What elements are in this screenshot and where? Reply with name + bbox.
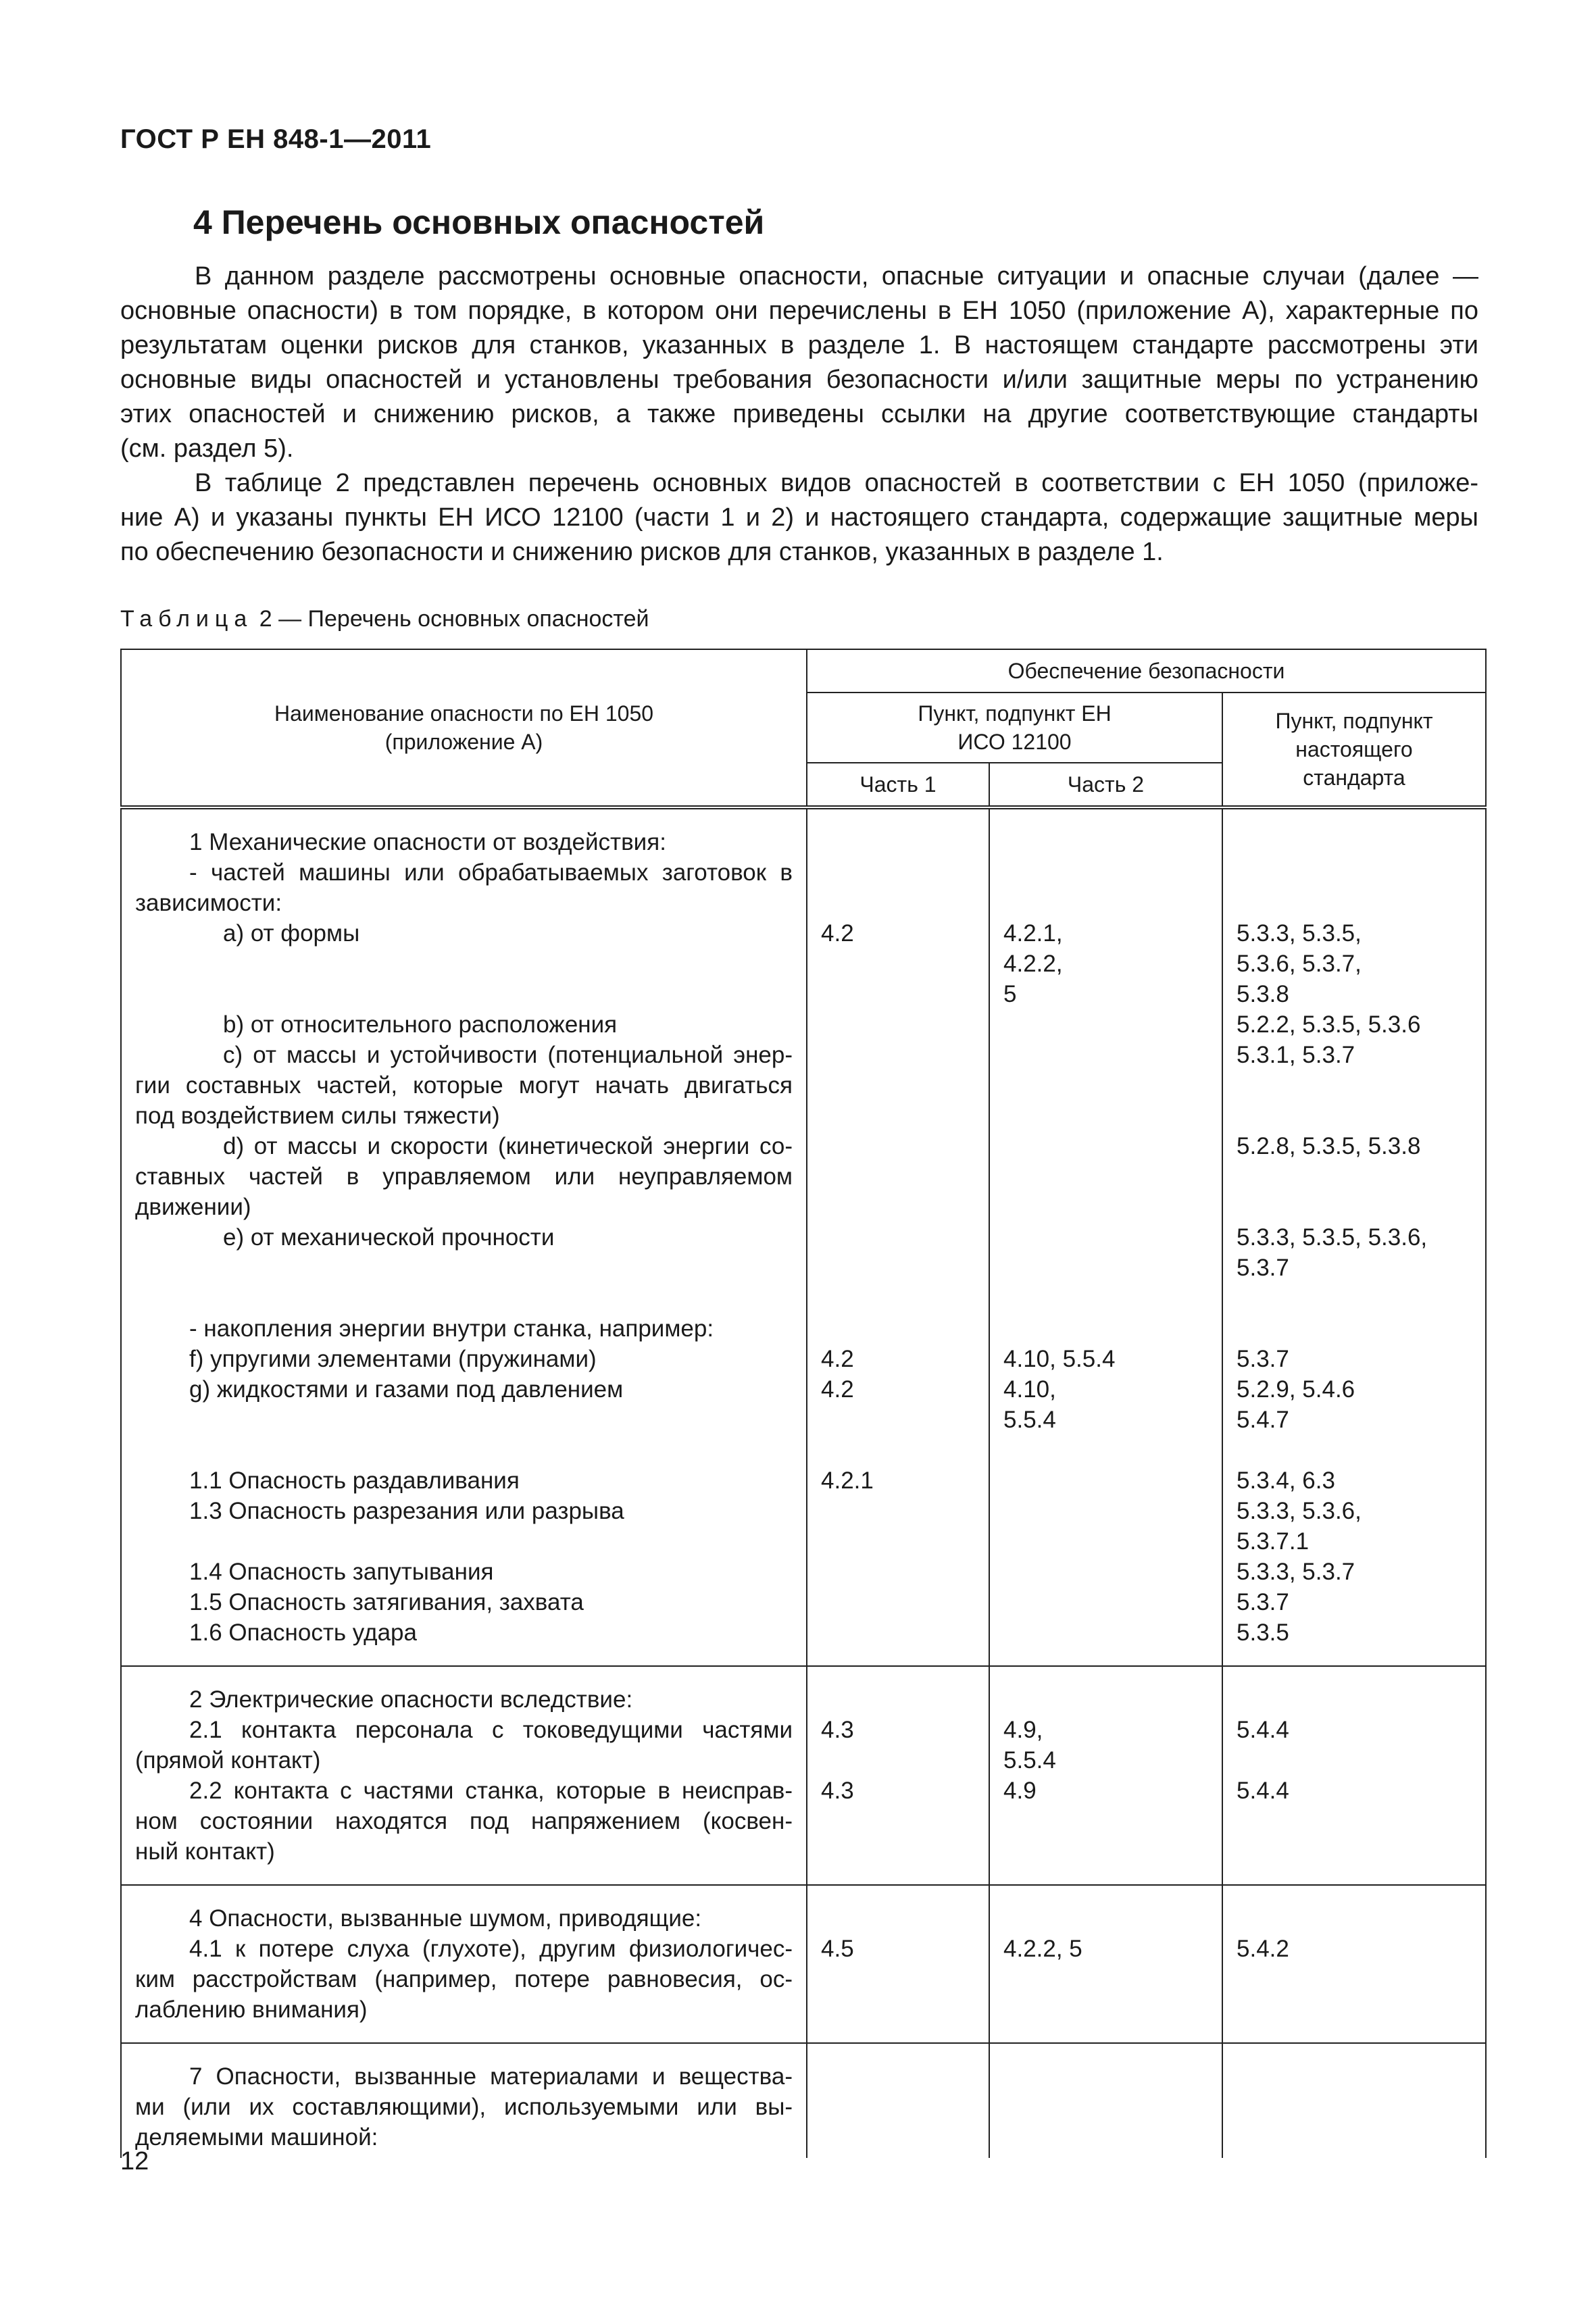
hazard-text: ми (или их составляющими), используемыми или вы-	[135, 2094, 793, 2120]
clause-ref: 5.2.2, 5.3.5, 5.3.6	[1237, 1011, 1421, 1038]
clause-ref: 5.3.1, 5.3.7	[1237, 1042, 1355, 1068]
hazard-text: 4.1 к потере слуха (глухоте), другим физиологичес-	[189, 1936, 793, 1962]
hazard-text: b) от относительного расположения	[223, 1011, 618, 1038]
table-caption	[120, 606, 649, 632]
hazard-text: 7 Опасности, вызванные материалами и вещества-	[189, 2063, 793, 2090]
header-part-2: Часть 2	[989, 763, 1222, 807]
clause-ref: 5.4.7	[1237, 1407, 1289, 1433]
hazard-text: ный контакт)	[135, 1838, 275, 1865]
hazard-text: под воздействием силы тяжести)	[135, 1103, 500, 1129]
clause-ref: 5	[1003, 981, 1017, 1007]
clause-ref: 5.2.9, 5.4.6	[1237, 1376, 1355, 1403]
table-caption-text: 2 — Перечень основных опасностей	[253, 606, 649, 632]
clause-ref: 5.3.7	[1237, 1589, 1289, 1615]
hazard-text: 1.4 Опасность запутывания	[189, 1559, 494, 1585]
clause-ref: 4.2.2,	[1003, 951, 1063, 977]
hazard-text: движении)	[135, 1194, 251, 1220]
paragraph-line: В таблице 2 представлен перечень основных видов опасностей в соответствии с ЕН 1050 (приложе-	[195, 469, 1478, 497]
paragraph-line: этих опасностей и снижению рисков, а также приведены ссылки на другие соответствующие стандарты	[120, 400, 1478, 428]
clause-ref: 4.5	[821, 1936, 854, 1962]
iso-part1-cell	[807, 2043, 989, 2158]
hazard-text: гии составных частей, которые могут начать двигаться	[135, 1072, 793, 1099]
page-number: 12	[120, 2147, 149, 2175]
clause-ref: 4.9,	[1003, 1717, 1043, 1743]
hazard-text: e) от механической прочности	[223, 1224, 555, 1251]
clause-ref: 5.4.4	[1237, 1778, 1289, 1804]
hazard-text: 1 Механические опасности от воздействия:	[189, 829, 666, 855]
table-caption-label: Таблица	[120, 606, 253, 632]
document-id: ГОСТ Р ЕН 848-1—2011	[120, 124, 432, 154]
clause-ref: 4.2	[821, 920, 854, 947]
header-part-1: Часть 1	[807, 763, 989, 807]
paragraph-line: по обеспечению безопасности и снижению рисков для станков, указанных в разделе 1.	[120, 538, 1164, 566]
clause-ref: 5.3.7.1	[1237, 1528, 1310, 1555]
hazards-table	[120, 649, 1487, 2158]
intro-paragraph-2	[120, 466, 1478, 570]
paragraph-line: (см. раздел 5).	[120, 434, 294, 463]
hazard-group-row	[121, 807, 1486, 1666]
hazard-group-row	[121, 2043, 1486, 2158]
iso-part2-cell	[989, 1666, 1222, 1885]
hazard-text: 1.3 Опасность разрезания или разрыва	[189, 1498, 624, 1524]
paragraph-line: основные виды опасностей и установлены требования безопасности и/или защитные меры по устранению	[120, 366, 1478, 394]
section-title: 4 Перечень основных опасностей	[193, 203, 765, 241]
hazard-text: 1.1 Опасность раздавливания	[189, 1467, 520, 1494]
header-safety: Обеспечение безопасности	[807, 649, 1486, 693]
hazard-text: 1.5 Опасность затягивания, захвата	[189, 1589, 584, 1615]
hazard-text: (прямой контакт)	[135, 1747, 321, 1774]
hazard-cell	[121, 2043, 807, 2158]
clause-ref: 5.3.6, 5.3.7,	[1237, 951, 1362, 977]
paragraph-line: ние А) и указаны пункты ЕН ИСО 12100 (части 1 и 2) и настоящего стандарта, содержащие защитные меры	[120, 503, 1478, 532]
hazard-text: 2.1 контакта персонала с токоведущими частями	[189, 1717, 793, 1743]
clause-ref: 4.3	[821, 1717, 854, 1743]
clause-ref: 5.4.2	[1237, 1936, 1289, 1962]
paragraph-line: основные опасности) в том порядке, в котором они перечислены в ЕН 1050 (приложение А), характерные по	[120, 297, 1478, 325]
clause-ref: 4.2.1,	[1003, 920, 1063, 947]
paragraph-line: результатам оценки рисков для станков, указанных в разделе 1. В настоящем стандарте рассмотрены эти	[120, 331, 1478, 359]
clause-ref: 4.2	[821, 1346, 854, 1372]
intro-paragraph-1	[120, 259, 1478, 466]
hazard-text: деляемыми машиной:	[135, 2124, 378, 2150]
clause-ref: 4.10,	[1003, 1376, 1056, 1403]
header-hazard-name: Наименование опасности по ЕН 1050 (приложение А)	[121, 649, 807, 807]
clause-ref: 5.3.3, 5.3.5, 5.3.6,	[1237, 1224, 1428, 1251]
clause-ref: 5.3.7	[1237, 1255, 1289, 1281]
clause-ref: 5.5.4	[1003, 1407, 1056, 1433]
clause-ref: 5.3.8	[1237, 981, 1289, 1007]
iso-part2-cell	[989, 1885, 1222, 2043]
hazard-text: ким расстройствам (например, потере равновесия, ос-	[135, 1966, 793, 1992]
std-clause-cell	[1222, 1666, 1486, 1885]
iso-part1-cell	[807, 1885, 989, 2043]
clause-ref: 4.9	[1003, 1778, 1037, 1804]
header-iso-clause: Пункт, подпункт ЕН ИСО 12100	[807, 693, 1222, 763]
hazard-text: зависимости:	[135, 890, 282, 916]
clause-ref: 5.3.3, 5.3.5,	[1237, 920, 1362, 947]
hazard-text: лаблению внимания)	[135, 1996, 368, 2023]
hazard-text: 2 Электрические опасности вследствие:	[189, 1686, 633, 1713]
hazard-text: c) от массы и устойчивости (потенциальной энер-	[223, 1042, 793, 1068]
std-clause-cell	[1222, 807, 1486, 1666]
clause-ref: 4.10, 5.5.4	[1003, 1346, 1116, 1372]
clause-ref: 5.4.4	[1237, 1717, 1289, 1743]
hazard-text: g) жидкостями и газами под давлением	[189, 1376, 624, 1403]
hazard-text: 1.6 Опасность удара	[189, 1619, 417, 1646]
header-std-clause: Пункт, подпункт настоящего стандарта	[1222, 693, 1486, 807]
clause-ref: 4.2	[821, 1376, 854, 1403]
hazard-cell	[121, 1666, 807, 1885]
paragraph-line: В данном разделе рассмотрены основные опасности, опасные ситуации и опасные случаи (далее —	[195, 262, 1478, 291]
hazard-group-row	[121, 1885, 1486, 2043]
std-clause-cell	[1222, 2043, 1486, 2158]
hazard-text: f) упругими элементами (пружинами)	[189, 1346, 597, 1372]
std-clause-cell	[1222, 1885, 1486, 2043]
clause-ref: 4.3	[821, 1778, 854, 1804]
iso-part1-cell	[807, 1666, 989, 1885]
clause-ref: 5.3.3, 5.3.7	[1237, 1559, 1355, 1585]
hazard-text: ном состоянии находятся под напряжением (косвен-	[135, 1808, 793, 1834]
iso-part2-cell	[989, 2043, 1222, 2158]
iso-part2-cell	[989, 807, 1222, 1666]
hazard-group-row	[121, 1666, 1486, 1885]
clause-ref: 5.3.7	[1237, 1346, 1289, 1372]
hazard-text: a) от формы	[223, 920, 360, 947]
hazard-cell	[121, 1885, 807, 2043]
hazard-text: 2.2 контакта с частями станка, которые в неисправ-	[189, 1778, 793, 1804]
hazard-text: 4 Опасности, вызванные шумом, приводящие:	[189, 1905, 702, 1932]
clause-ref: 4.2.2, 5	[1003, 1936, 1082, 1962]
clause-ref: 5.2.8, 5.3.5, 5.3.8	[1237, 1133, 1421, 1159]
hazard-text: d) от массы и скорости (кинетической энергии со-	[223, 1133, 793, 1159]
hazard-text: - накопления энергии внутри станка, например:	[189, 1315, 714, 1342]
hazard-cell	[121, 807, 807, 1666]
clause-ref: 5.3.5	[1237, 1619, 1289, 1646]
clause-ref: 5.3.4, 6.3	[1237, 1467, 1335, 1494]
iso-part1-cell	[807, 807, 989, 1666]
clause-ref: 5.5.4	[1003, 1747, 1056, 1774]
clause-ref: 5.3.3, 5.3.6,	[1237, 1498, 1362, 1524]
hazard-text: ставных частей в управляемом или неуправляемом	[135, 1163, 793, 1190]
clause-ref: 4.2.1	[821, 1467, 874, 1494]
hazard-text: - частей машины или обрабатываемых заготовок в	[189, 859, 793, 886]
